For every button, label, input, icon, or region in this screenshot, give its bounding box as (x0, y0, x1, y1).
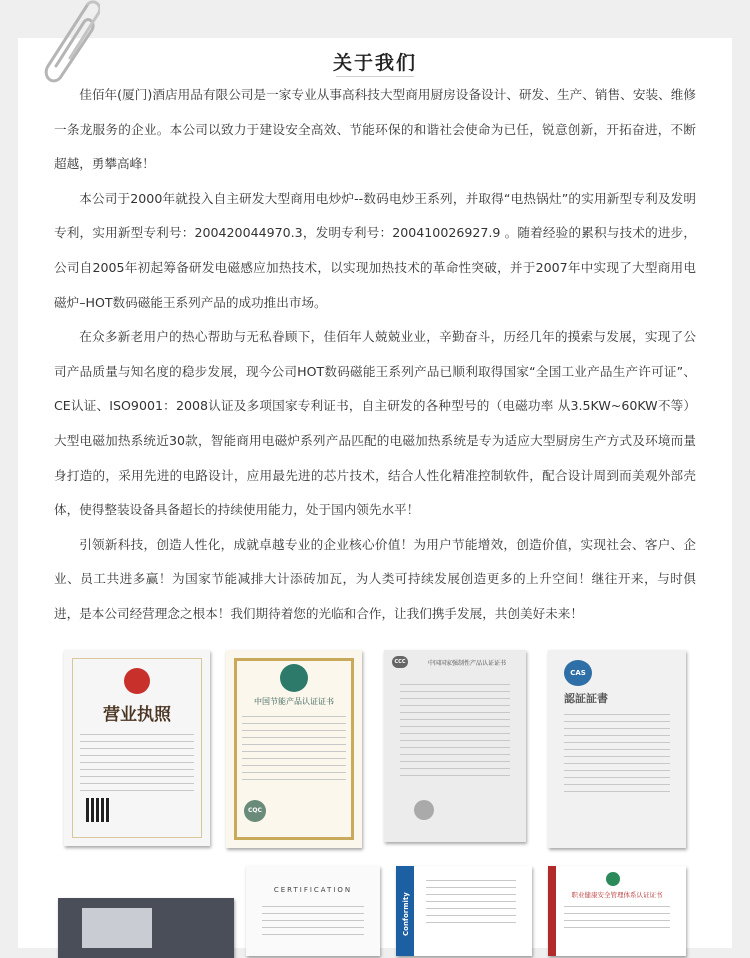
ccc-seal-icon (414, 800, 434, 820)
energy-logo-icon (280, 664, 308, 692)
cas-logo-icon: CAS (564, 660, 592, 686)
paragraph-development: 在众多新老用户的热心帮助与无私眷顾下，佳佰年人兢兢业业，辛勤奋斗，历经几年的摸索与发展，实现了公司产品质量与知名度的稳步发展，现今公司HOT数码磁能王系列产品已顺利取得国家“全国工业产品生产许可证”、CE认证、ISO9001：2008认证及多项国家专利证书，自主研发的各种型号的（电磁功率 从3.5KW~60KW不等）大型电磁加热系统近30款，智能商用电磁炉系列产品匹配的电磁加热系统是专为适应大型厨房生产方式及环境而量身打造的，采用先进的电路设计，应用最先进的芯片技术，结合人性化精准控制软件，配合设计周到而美观外部壳体，使得整装设备具备超长的持续使用能力，处于国内领先水平！ (54, 329, 696, 518)
paragraph-intro: 佳佰年(厦门)酒店用品有限公司是一家专业从事高科技大型商用厨房设备设计、研发、生产、销售、安装、维修一条龙服务的企业。本公司以致力于建设安全高效、节能环保的和谐社会使命为已任，锐意创新，开拓奋进，不断超越，勇攀高峰！ (54, 87, 696, 172)
certificate-conformity (396, 866, 532, 956)
certificate-energy-saving (226, 650, 362, 848)
certificate-business-license (64, 650, 210, 846)
certificate-heading: 中国国家强制性产品认证证书 (427, 660, 506, 667)
ccc-logo-icon: CCC (392, 656, 408, 668)
cqc-seal-icon: CQC (244, 800, 266, 822)
certificate-registration (58, 898, 234, 958)
certificate-heading: Conformity (402, 892, 410, 936)
qr-code-icon (86, 798, 110, 822)
certificate-registration-en (246, 866, 380, 956)
ohsms-logo-icon (606, 872, 620, 886)
page-title: 关于我们 (332, 52, 417, 74)
national-emblem-icon (124, 668, 150, 694)
certificate-heading: 职业健康安全管理体系认证证书 (571, 891, 663, 899)
paragraph-history: 本公司于2000年就投入自主研发大型商用电炒炉--数码电炒王系列，并取得“电热锅灶”的实用新型专利及发明专利，实用新型专利号：200420044970.3，发明专利号：200410026927.9 。随着经验的累积与技术的进步，公司自2005年初起筹备研发电磁感应加热技术，以实现加热技术的革命性突破，并于2007年中实现了大型商用电磁炉–HOT数码磁能王系列产品的成功推出市场。 (54, 190, 696, 310)
certificate-heading: CERTIFICATION (273, 886, 353, 894)
certificate-cas (548, 650, 686, 848)
paragraph-values: 引领新科技，创造人性化，成就卓越专业的企业核心价值！为用户节能增效，创造价值，实现社会、客户、企业、员工共进多赢！为国家节能减排大计添砖加瓦，为人类可持续发展创造更多的上升空间！继往开来，与时俱进，是本公司经营理念之根本！我们期待着您的光临和合作，让我们携手发展，共创美好未来！ (54, 536, 696, 621)
certificate-heading: 認証証書 (564, 692, 608, 705)
certificate-ohsms (548, 866, 686, 956)
certificate-heading: 营业执照 (103, 705, 171, 725)
certificate-ccc (384, 650, 526, 842)
certificate-heading: 中国节能产品认证证书 (254, 697, 334, 706)
